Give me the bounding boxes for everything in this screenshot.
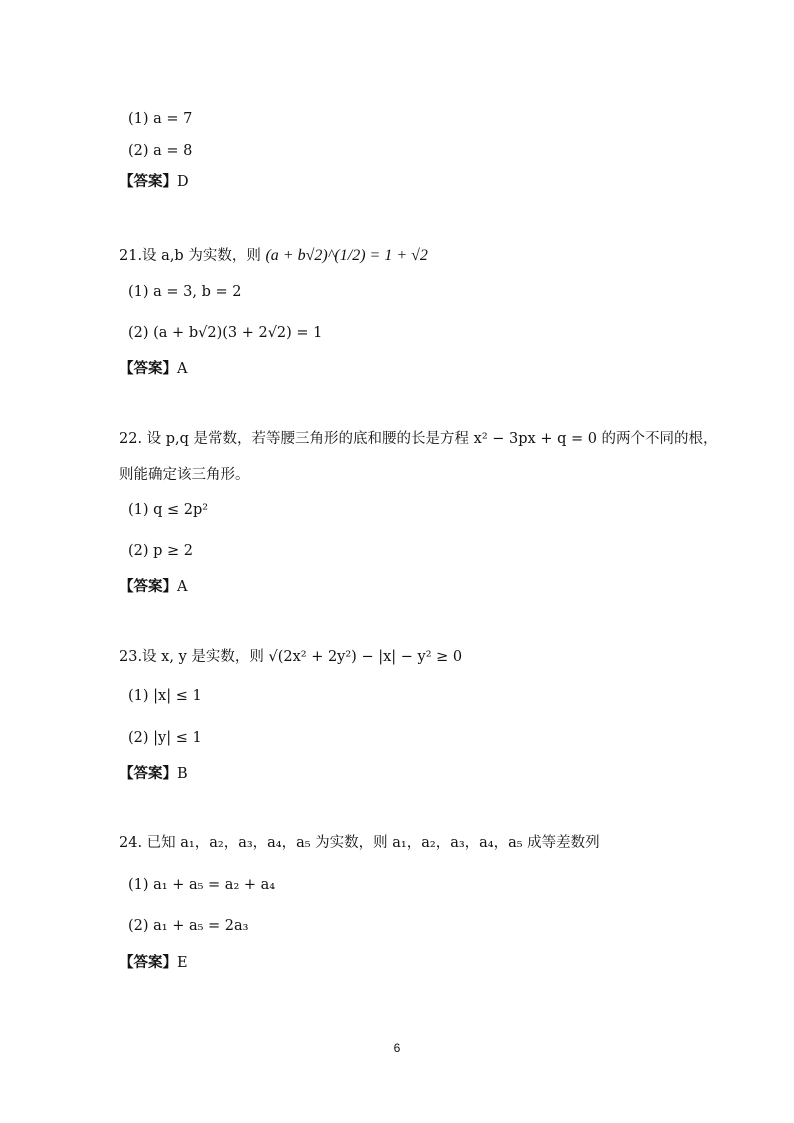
answer-value: B xyxy=(177,766,188,782)
answer-label: 【答案】 xyxy=(119,173,177,190)
answer-label: 【答案】 xyxy=(119,360,177,377)
q24-condition-2: (2) a₁ + a₅ = 2a₃ xyxy=(128,918,249,934)
answer-label: 【答案】 xyxy=(119,578,177,595)
q23-condition-2: (2) |y| ≤ 1 xyxy=(128,730,202,746)
answer-value: E xyxy=(177,955,188,971)
q24-stem: 24. 已知 a₁，a₂，a₃，a₄，a₅ 为实数，则 a₁，a₂，a₃，a₄，a₅ 成等差数列 xyxy=(119,835,600,851)
q24-condition-1: (1) a₁ + a₅ = a₂ + a₄ xyxy=(128,877,276,893)
q23-answer xyxy=(119,764,188,784)
answer-label: 【答案】 xyxy=(119,954,177,971)
q21-condition-1: (1) a = 3, b = 2 xyxy=(128,284,242,300)
answer-value: A xyxy=(177,361,188,377)
q21-stem xyxy=(119,246,428,266)
page-number: 6 xyxy=(393,1041,401,1055)
q23-condition-1: (1) |x| ≤ 1 xyxy=(128,688,202,704)
answer-value: D xyxy=(177,174,189,190)
q22-stem-line-1: 22. 设 p,q 是常数，若等腰三角形的底和腰的长是方程 x² − 3px + q = 0 的两个不同的根， xyxy=(119,431,718,447)
q20-answer xyxy=(119,172,189,192)
q22-stem-line-2: 则能确定该三角形。 xyxy=(119,467,250,483)
q21-stem-math: (a + b√2)^(1/2) = 1 + √2 xyxy=(265,247,428,264)
answer-value: A xyxy=(177,579,188,595)
q22-answer xyxy=(119,577,187,597)
q21-condition-2: (2) (a + b√2)(3 + 2√2) = 1 xyxy=(128,325,323,341)
q24-answer xyxy=(119,953,188,973)
q20-condition-2: (2) a = 8 xyxy=(128,143,193,159)
answer-label: 【答案】 xyxy=(119,765,177,782)
q22-condition-1: (1) q ≤ 2p² xyxy=(128,502,209,518)
q21-answer xyxy=(119,359,187,379)
q22-condition-2: (2) p ≥ 2 xyxy=(128,543,194,559)
q21-stem-prefix: 21.设 a,b 为实数，则 xyxy=(119,248,266,264)
q20-condition-1: (1) a = 7 xyxy=(128,111,193,127)
q23-stem: 23.设 x, y 是实数，则 √(2x² + 2y²) − |x| − y² ≥ 0 xyxy=(119,649,463,665)
